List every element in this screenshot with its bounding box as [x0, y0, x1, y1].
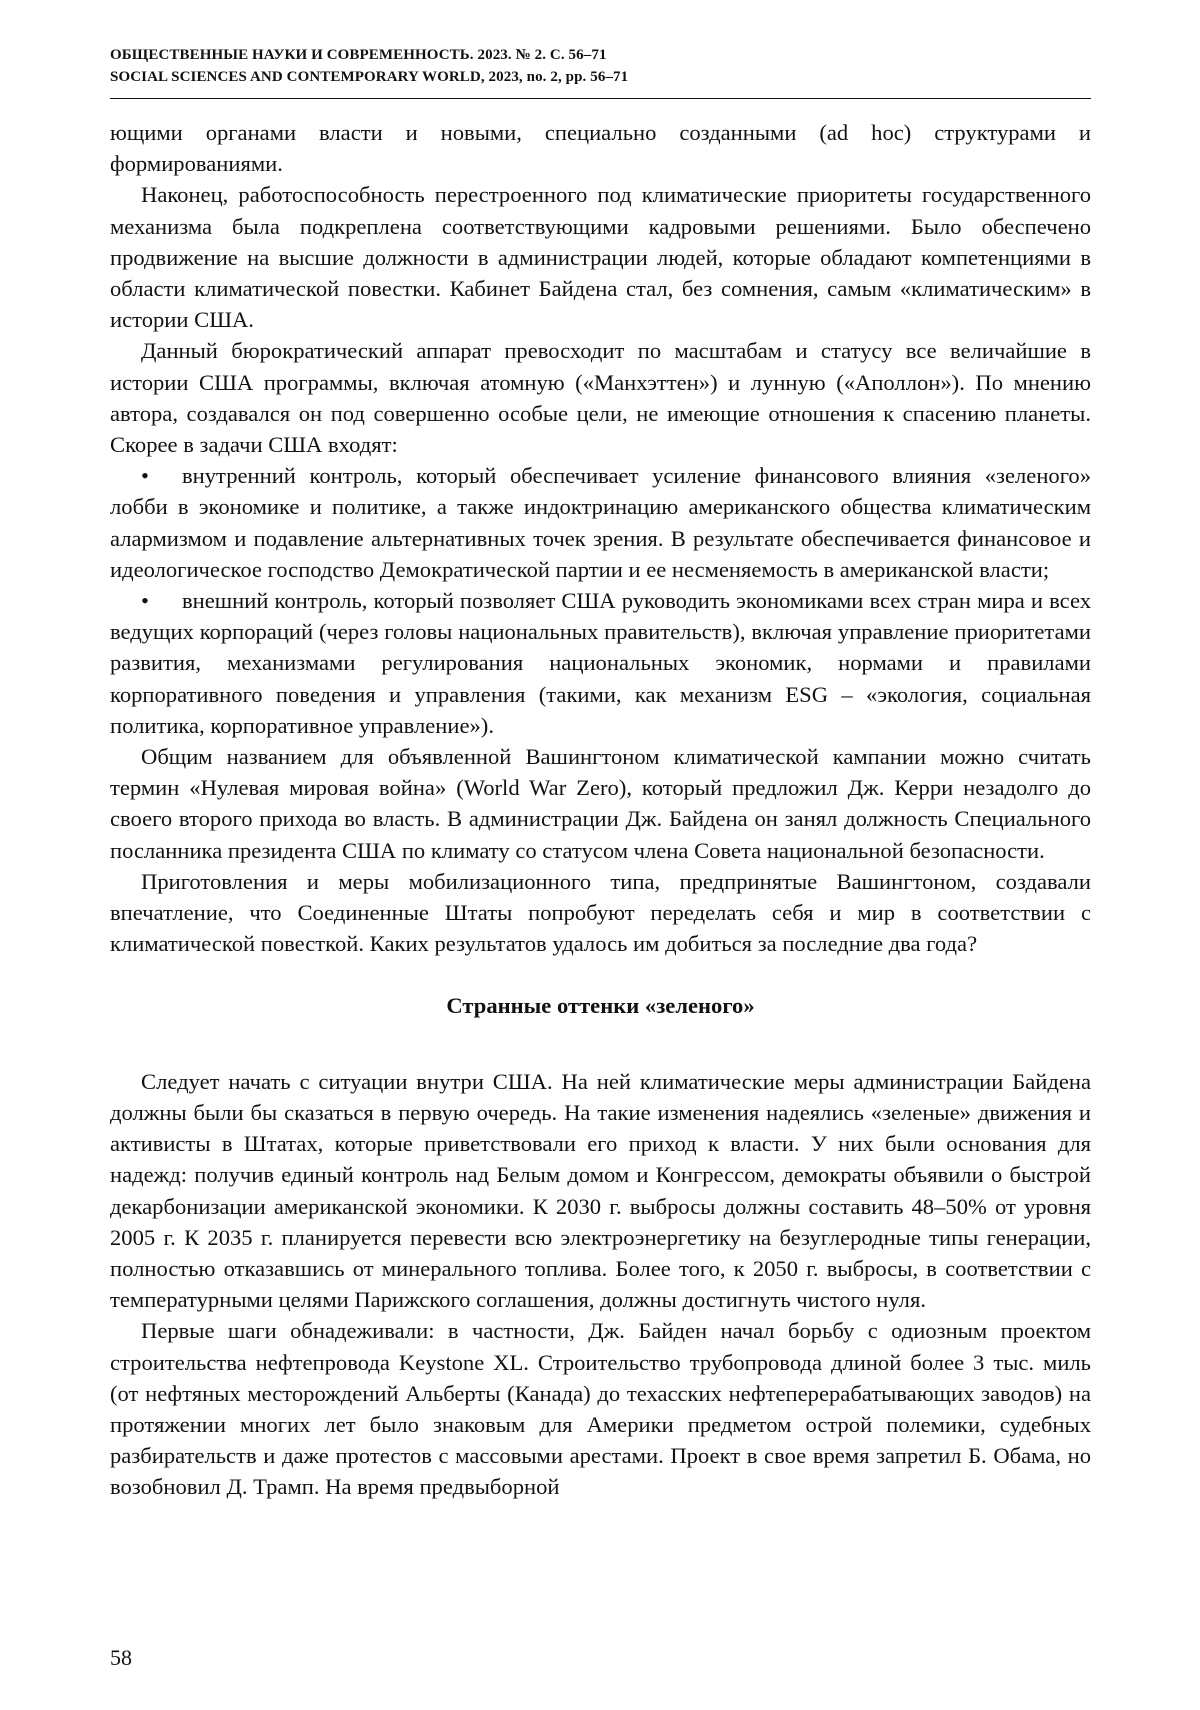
- paragraph: Следует начать с ситуации внутри США. На ней климатические меры администрации Байдена должны были бы сказаться в первую очередь. На такие изменения надеялись «зеленые» движения и активисты в Штатах, которые приветствовали его приход к власти. У них были основания для надежд: получив единый контроль над Белым домом и Конгрессом, демократы объявили о быстрой декарбонизации американской экономики. К 2030 г. выбросы должны составить 48–50% от уровня 2005 г. К 2035 г. планируется перевести всю электроэнергетику на безуглеродные типы генерации, полностью отказавшись от минерального топлива. Более того, к 2050 г. выбросы, в соответствии с температурными целями Парижского соглашения, должны достигнуть чистого нуля.: [110, 1068, 1091, 1313]
- bullet-item: [110, 585, 1091, 741]
- paragraph: Приготовления и меры мобилизационного типа, предпринятые Вашингтоном, создавали впечатление, что Соединенные Штаты попробуют переделать себя и мир в соответствии с климатической повесткой. Каких результатов удалось им добиться за последние два года?: [110, 868, 1091, 957]
- paragraph: Общим названием для объявленной Вашингтоном климатической кампании можно считать термин «Нулевая мировая война» (World War Zero), который предложил Дж. Керри незадолго до своего второго прихода во власть. В администрации Дж. Байдена он занял должность Специального посланника президента США по климату со статусом члена Совета национальной безопасности.: [110, 744, 1091, 863]
- bullet-marker: •: [141, 588, 149, 614]
- header-rule: [110, 98, 1091, 99]
- paragraph: Первые шаги обнадеживали: в частности, Дж. Байден начал борьбу с одиозным проектом строительства нефтепровода Keystone XL. Строительство трубопровода длиной более 3 тыс. миль (от нефтяных месторождений Альберты (Канада) до техасских нефтеперерабатывающих заводов) на протяжении многих лет было знаковым для Америки предметом острой полемики, судебных разбирательств и даже протестов с массовыми арестами. Проект в свое время запретил Б. Обама, но возобновил Д. Трамп. На время предвыборной: [110, 1318, 1091, 1500]
- bullet-text: внешний контроль, который позволяет США руководить экономиками всех стран мира и всех ведущих корпораций (через головы национальных правительств), включая управление приоритетами развития, механизмами регулирования национальных экономик, нормами и правилами корпоративного поведения и управления (такими, как механизм ESG – «экология, социальная политика, корпоративное управление»).: [110, 588, 1091, 738]
- bullet-text: внутренний контроль, который обеспечивает усиление финансового влияния «зеленого» лобби в экономике и политике, а также индоктринацию американского общества климатическим алармизмом и подавление альтернативных точек зрения. В результате обеспечивается финансовое и идеологическое господство Демократической партии и ее несменяемость в американской власти;: [110, 463, 1091, 582]
- running-header-en: SOCIAL SCIENCES AND CONTEMPORARY WORLD, 2023, no. 2, pp. 56–71: [110, 69, 629, 85]
- paragraph-continuation: ющими органами власти и новыми, специально созданными (ad hoc) структурами и формированиями.: [110, 120, 1091, 177]
- bullet-item: [110, 460, 1091, 585]
- page-number: 58: [110, 1645, 132, 1670]
- paragraph: Наконец, работоспособность перестроенного под климатические приоритеты государственного механизма была подкреплена соответствующими кадровыми решениями. Было обеспечено продвижение на высшие должности в администрации людей, которые обладают компетенциями в области климатической повестки. Кабинет Байдена стал, без сомнения, самым «климатическим» в истории США.: [110, 182, 1091, 333]
- running-header-ru: ОБЩЕСТВЕННЫЕ НАУКИ И СОВРЕМЕННОСТЬ. 2023. № 2. С. 56–71: [110, 47, 607, 63]
- bullet-marker: •: [141, 463, 149, 489]
- running-header: [110, 44, 1090, 88]
- paragraph: Данный бюрократический аппарат превосходит по масштабам и статусу все величайшие в истории США программы, включая атомную («Манхэттен») и лунную («Аполлон»). По мнению автора, создавался он под совершенно особые цели, не имеющие отношения к спасению планеты. Скорее в задачи США входят:: [110, 338, 1091, 458]
- section-heading: Странные оттенки «зеленого»: [446, 993, 755, 1019]
- article-body: [110, 117, 1091, 1503]
